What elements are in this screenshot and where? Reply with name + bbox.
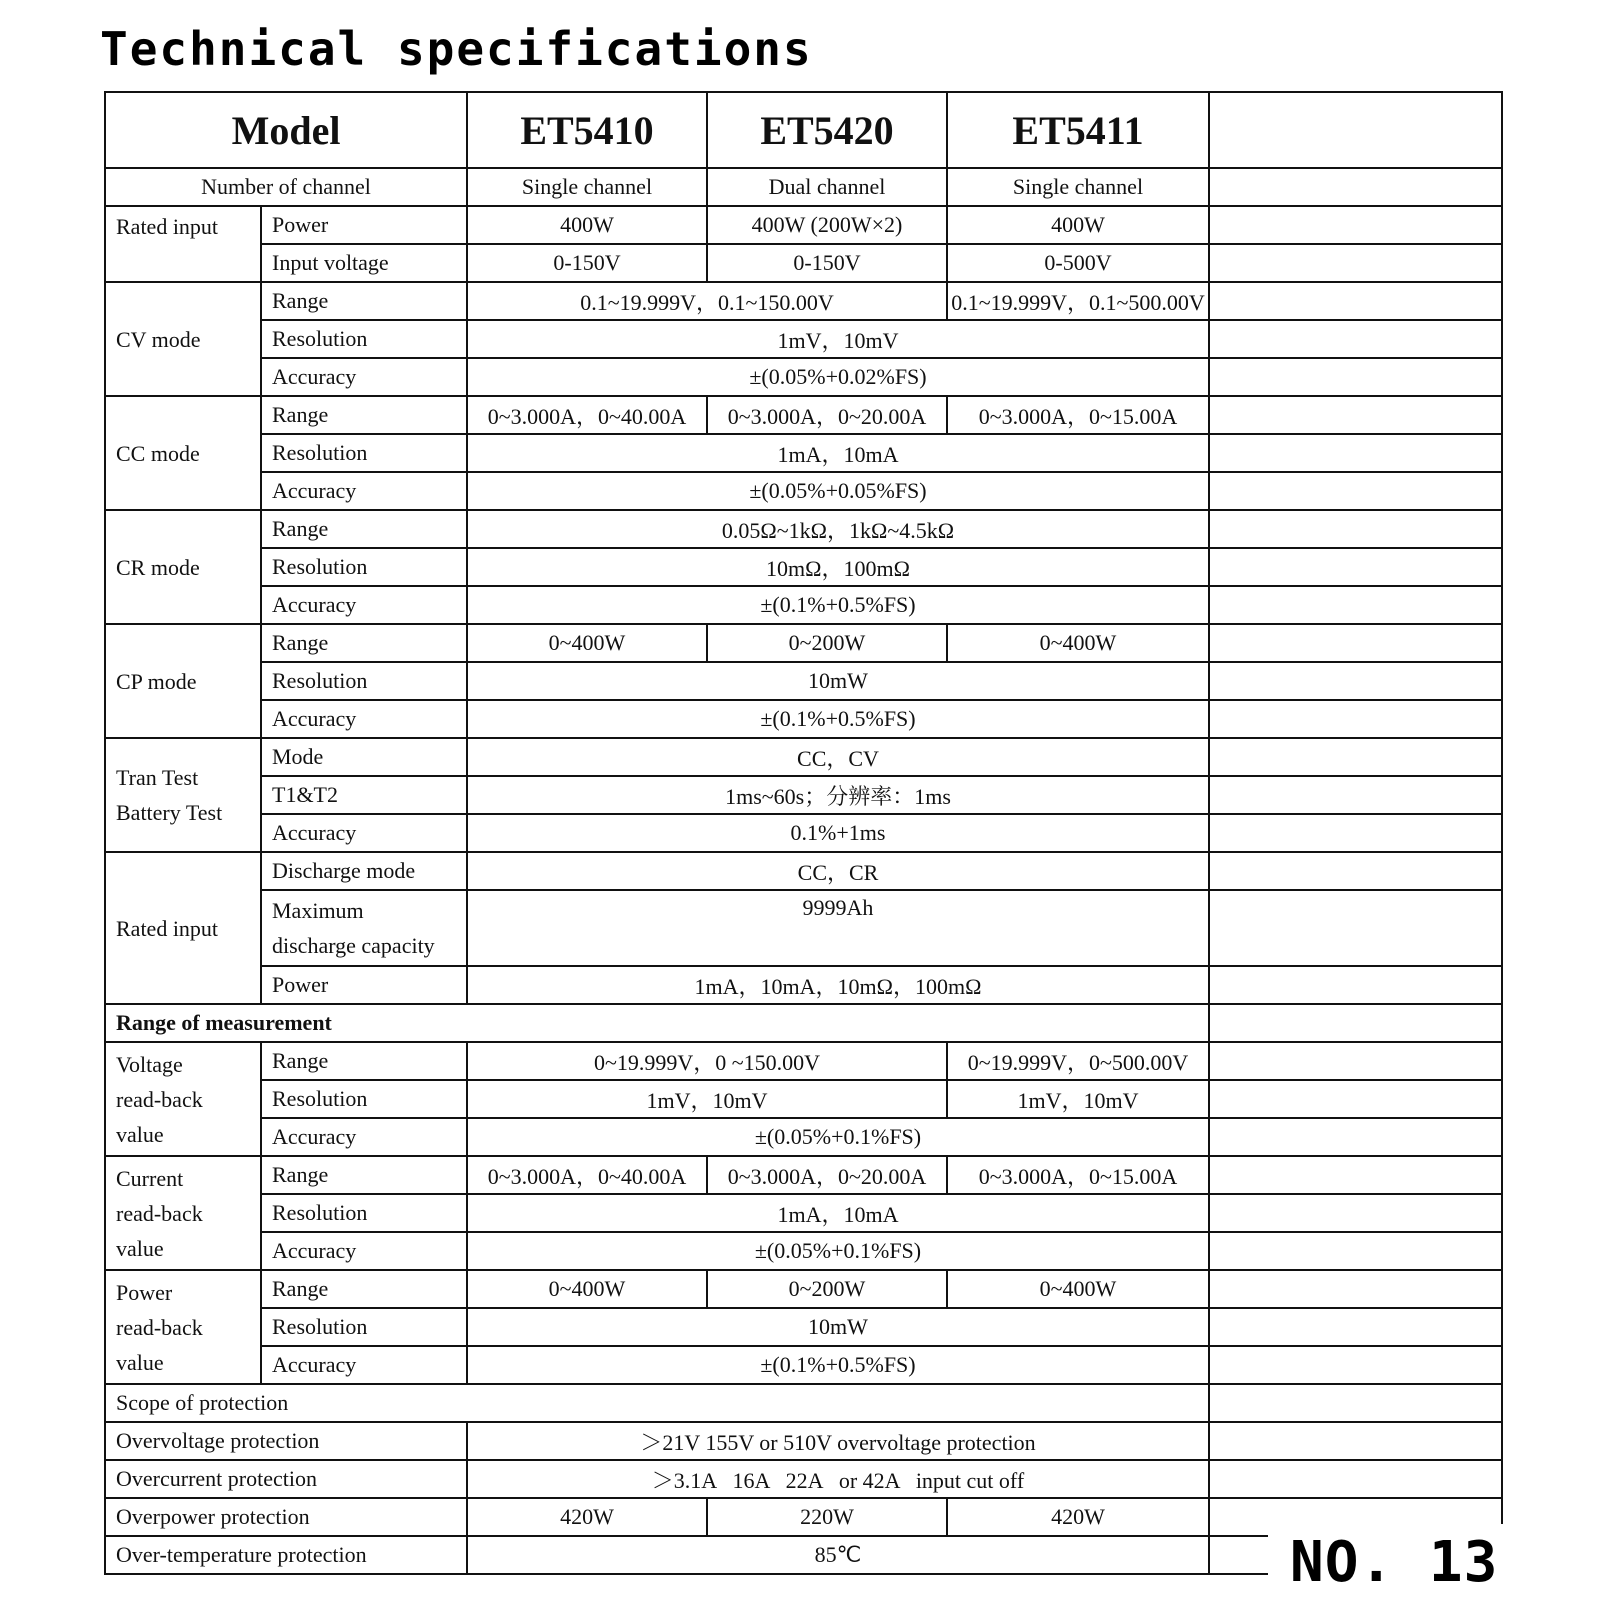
cv-range-row — [105, 282, 1502, 320]
row-label: Range — [261, 282, 467, 320]
cr-range-row — [105, 510, 1502, 548]
spec-value: 1mV，10mV — [947, 1080, 1209, 1118]
group-label-line: value — [116, 1121, 164, 1147]
spec-value: ±(0.1%+0.5%FS) — [467, 1346, 1209, 1384]
cp-accuracy-row — [105, 700, 1502, 738]
spec-value: 0~3.000A，0~15.00A — [947, 1156, 1209, 1194]
section-title: Scope of protection — [105, 1384, 1209, 1422]
group-label — [105, 1042, 261, 1156]
spec-value: 0~3.000A，0~20.00A — [707, 1156, 947, 1194]
spec-value: 0~3.000A，0~20.00A — [707, 396, 947, 434]
empty-cell — [1209, 358, 1502, 396]
spec-value: 420W — [947, 1498, 1209, 1536]
discharge-mode-row — [105, 852, 1502, 890]
power-range-row — [105, 1270, 1502, 1308]
channel-row — [105, 168, 1502, 206]
group-label-line: Tran Test — [116, 765, 199, 790]
cc-range-row — [105, 396, 1502, 434]
group-label: CC mode — [105, 396, 261, 510]
empty-cell — [1209, 738, 1502, 776]
group-label-line: value — [116, 1235, 164, 1261]
tran-accuracy-row — [105, 814, 1502, 852]
empty-cell — [1209, 472, 1502, 510]
group-label: CR mode — [105, 510, 261, 624]
row-label: Resolution — [261, 662, 467, 700]
row-label: Accuracy — [261, 472, 467, 510]
row-label: Accuracy — [261, 358, 467, 396]
spec-value: ±(0.1%+0.5%FS) — [467, 700, 1209, 738]
cp-resolution-row — [105, 662, 1502, 700]
spec-value: CC，CV — [467, 738, 1209, 776]
current-range-row — [105, 1156, 1502, 1194]
model-et5420: ET5420 — [707, 92, 947, 168]
spec-value: 0.1~19.999V，0.1~500.00V — [947, 282, 1209, 320]
row-label: Mode — [261, 738, 467, 776]
cr-accuracy-row — [105, 586, 1502, 624]
row-label: Accuracy — [261, 814, 467, 852]
empty-cell — [1209, 1346, 1502, 1384]
group-label-line: read-back — [116, 1314, 203, 1340]
empty-cell — [1209, 1156, 1502, 1194]
model-header: Model — [105, 92, 467, 168]
empty-cell — [1209, 282, 1502, 320]
row-label: Input voltage — [261, 244, 467, 282]
empty-cell — [1209, 434, 1502, 472]
spec-value: 420W — [467, 1498, 707, 1536]
empty-cell — [1209, 1308, 1502, 1346]
row-label: Overvoltage protection — [105, 1422, 467, 1460]
row-label: Over-temperature protection — [105, 1536, 467, 1574]
spec-value: 0.1~19.999V，0.1~150.00V — [467, 282, 947, 320]
empty-cell — [1209, 890, 1502, 966]
spec-value: 0.05Ω~1kΩ，1kΩ~4.5kΩ — [467, 510, 1209, 548]
spec-value: 1mV，10mV — [467, 320, 1209, 358]
spec-value: 0~200W — [707, 624, 947, 662]
row-label: T1&T2 — [261, 776, 467, 814]
current-accuracy-row — [105, 1232, 1502, 1270]
spec-value: 10mW — [467, 1308, 1209, 1346]
row-label: Resolution — [261, 548, 467, 586]
overvoltage-row — [105, 1422, 1502, 1460]
group-label — [105, 1270, 261, 1384]
page-number-stamp — [1268, 1524, 1600, 1600]
cc-accuracy-row — [105, 472, 1502, 510]
empty-cell — [1209, 1232, 1502, 1270]
spec-value: 0~3.000A，0~40.00A — [467, 396, 707, 434]
spec-value: 9999Ah — [467, 890, 1209, 966]
row-label: Accuracy — [261, 1118, 467, 1156]
rated-voltage-row — [105, 244, 1502, 282]
row-label: Resolution — [261, 434, 467, 472]
cv-accuracy-row — [105, 358, 1502, 396]
empty-cell — [1209, 966, 1502, 1004]
spec-value: 0~19.999V，0 ~150.00V — [467, 1042, 947, 1080]
spec-value: 400W (200W×2) — [707, 206, 947, 244]
channel-value: Single channel — [947, 168, 1209, 206]
voltage-accuracy-row — [105, 1118, 1502, 1156]
row-label: Discharge mode — [261, 852, 467, 890]
cv-resolution-row — [105, 320, 1502, 358]
voltage-resolution-row — [105, 1080, 1502, 1118]
empty-cell — [1209, 776, 1502, 814]
channel-value: Single channel — [467, 168, 707, 206]
empty-cell — [1209, 700, 1502, 738]
empty-cell — [1209, 1004, 1502, 1042]
spec-value: 0~19.999V，0~500.00V — [947, 1042, 1209, 1080]
row-label: Range — [261, 624, 467, 662]
row-label: Range — [261, 1042, 467, 1080]
spec-value: 0~400W — [947, 624, 1209, 662]
row-label: Overpower protection — [105, 1498, 467, 1536]
row-label: Resolution — [261, 320, 467, 358]
tran-t1t2-row — [105, 776, 1502, 814]
model-et5411: ET5411 — [947, 92, 1209, 168]
empty-cell — [1209, 1080, 1502, 1118]
page-title: Technical specifications — [100, 22, 813, 76]
spec-value: 0-500V — [947, 244, 1209, 282]
voltage-range-row — [105, 1042, 1502, 1080]
section-title: Range of measurement — [105, 1004, 1209, 1042]
row-label: Resolution — [261, 1308, 467, 1346]
row-label-line: discharge capacity — [272, 933, 435, 958]
page-number-text: NO. 13 — [1290, 1529, 1499, 1595]
channel-label: Number of channel — [105, 168, 467, 206]
spec-value: ±(0.05%+0.05%FS) — [467, 472, 1209, 510]
group-label-line: Voltage — [116, 1051, 183, 1077]
empty-cell — [1209, 92, 1502, 168]
empty-cell — [1209, 624, 1502, 662]
row-label: Accuracy — [261, 1346, 467, 1384]
spec-value: 10mW — [467, 662, 1209, 700]
spec-value: 0~3.000A，0~40.00A — [467, 1156, 707, 1194]
row-label: Range — [261, 1270, 467, 1308]
spec-value: 0~400W — [947, 1270, 1209, 1308]
group-label-line: read-back — [116, 1200, 203, 1226]
group-label-line: value — [116, 1349, 164, 1375]
empty-cell — [1209, 1118, 1502, 1156]
spec-value: 1mA，10mA，10mΩ，100mΩ — [467, 966, 1209, 1004]
spec-value: 0-150V — [707, 244, 947, 282]
current-resolution-row — [105, 1194, 1502, 1232]
row-label — [261, 890, 467, 966]
group-label: CP mode — [105, 624, 261, 738]
row-label: Accuracy — [261, 1232, 467, 1270]
empty-cell — [1209, 1042, 1502, 1080]
spec-value: 0-150V — [467, 244, 707, 282]
spec-value: 400W — [947, 206, 1209, 244]
row-label: Range — [261, 510, 467, 548]
empty-cell — [1209, 206, 1502, 244]
header-row — [105, 92, 1502, 168]
cc-resolution-row — [105, 434, 1502, 472]
spec-value: 1mA，10mA — [467, 1194, 1209, 1232]
spec-value: ±(0.05%+0.02%FS) — [467, 358, 1209, 396]
power-resolution-row — [105, 1308, 1502, 1346]
empty-cell — [1209, 1460, 1502, 1498]
measurement-section-row — [105, 1004, 1502, 1042]
spec-value: 0~400W — [467, 1270, 707, 1308]
spec-value: ＞3.1A 16A 22A or 42A input cut off — [467, 1460, 1209, 1498]
row-label: Overcurrent protection — [105, 1460, 467, 1498]
max-capacity-row — [105, 890, 1502, 966]
spec-value: 400W — [467, 206, 707, 244]
row-label: Range — [261, 396, 467, 434]
group-label-line: read-back — [116, 1086, 203, 1112]
spec-value: ±(0.05%+0.1%FS) — [467, 1232, 1209, 1270]
empty-cell — [1209, 1422, 1502, 1460]
group-label — [105, 1156, 261, 1270]
battery-power-row — [105, 966, 1502, 1004]
spec-value: CC，CR — [467, 852, 1209, 890]
empty-cell — [1209, 244, 1502, 282]
spec-value: 85℃ — [467, 1536, 1209, 1574]
empty-cell — [1209, 586, 1502, 624]
spec-value: 0~3.000A，0~15.00A — [947, 396, 1209, 434]
group-label-line: Power — [116, 1279, 173, 1305]
group-label-line: Battery Test — [116, 800, 223, 825]
model-et5410: ET5410 — [467, 92, 707, 168]
channel-value: Dual channel — [707, 168, 947, 206]
rated-power-row — [105, 206, 1502, 244]
overcurrent-row — [105, 1460, 1502, 1498]
group-label-line: Current — [116, 1165, 184, 1191]
group-label — [105, 738, 261, 852]
group-label: CV mode — [105, 282, 261, 396]
row-label: Range — [261, 1156, 467, 1194]
row-label: Power — [261, 966, 467, 1004]
cr-resolution-row — [105, 548, 1502, 586]
empty-cell — [1209, 662, 1502, 700]
group-label: Rated input — [105, 206, 261, 282]
empty-cell — [1209, 548, 1502, 586]
spec-table — [104, 91, 1503, 1575]
empty-cell — [1209, 510, 1502, 548]
row-label: Accuracy — [261, 586, 467, 624]
row-label: Power — [261, 206, 467, 244]
spec-value: 220W — [707, 1498, 947, 1536]
spec-value: 0~200W — [707, 1270, 947, 1308]
spec-value: 0.1%+1ms — [467, 814, 1209, 852]
empty-cell — [1209, 1270, 1502, 1308]
spec-value: ±(0.05%+0.1%FS) — [467, 1118, 1209, 1156]
protection-section-row — [105, 1384, 1502, 1422]
spec-value: 1ms~60s；分辨率：1ms — [467, 776, 1209, 814]
empty-cell — [1209, 814, 1502, 852]
empty-cell — [1209, 1194, 1502, 1232]
cp-range-row — [105, 624, 1502, 662]
spec-value: 1mV，10mV — [467, 1080, 947, 1118]
spec-value: ＞21V 155V or 510V overvoltage protection — [467, 1422, 1209, 1460]
empty-cell — [1209, 320, 1502, 358]
empty-cell — [1209, 168, 1502, 206]
empty-cell — [1209, 396, 1502, 434]
empty-cell — [1209, 1384, 1502, 1422]
row-label: Accuracy — [261, 700, 467, 738]
spec-value: ±(0.1%+0.5%FS) — [467, 586, 1209, 624]
empty-cell — [1209, 852, 1502, 890]
spec-value: 1mA，10mA — [467, 434, 1209, 472]
tran-mode-row — [105, 738, 1502, 776]
spec-value: 0~400W — [467, 624, 707, 662]
row-label-line: Maximum — [272, 898, 364, 923]
spec-value: 10mΩ，100mΩ — [467, 548, 1209, 586]
power-accuracy-row — [105, 1346, 1502, 1384]
row-label: Resolution — [261, 1080, 467, 1118]
group-label: Rated input — [105, 852, 261, 1004]
row-label: Resolution — [261, 1194, 467, 1232]
